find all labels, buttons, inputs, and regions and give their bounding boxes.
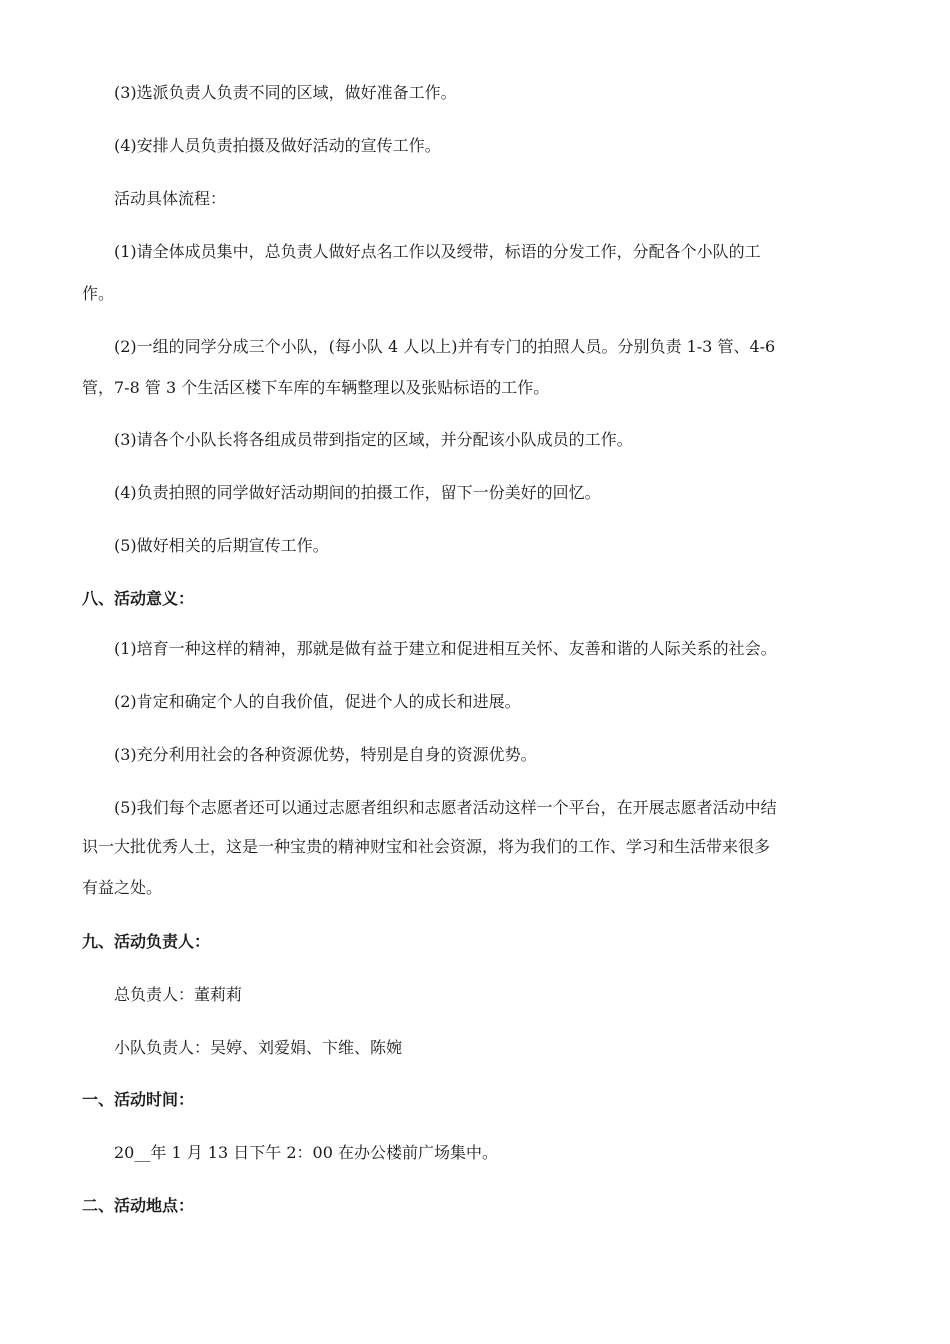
- paragraph-chief-leader: 总负责人：董莉莉: [114, 985, 243, 1004]
- section-heading-significance: 八、活动意义：: [82, 589, 195, 608]
- paragraph-process-2: (2)一组的同学分成三个小队，(每小队 4 人以上)并有专门的拍照人员。分别负责 1-3 管、4-6: [114, 337, 776, 356]
- paragraph-time: 20__年 1 月 13 日下午 2：00 在办公楼前广场集中。: [114, 1143, 498, 1162]
- subheading-process: 活动具体流程：: [114, 189, 227, 208]
- paragraph-prep-4: (4)安排人员负责拍摄及做好活动的宣传工作。: [114, 136, 441, 155]
- paragraph-prep-3: (3)选派负责人负责不同的区域，做好准备工作。: [114, 83, 457, 102]
- paragraph-process-1-cont: 作。: [82, 284, 115, 303]
- section-heading-leaders: 九、活动负责人：: [82, 932, 211, 951]
- paragraph-process-1: (1)请全体成员集中，总负责人做好点名工作以及绶带，标语的分发工作，分配各个小队的工: [114, 242, 761, 261]
- paragraph-process-4: (4)负责拍照的同学做好活动期间的拍摄工作，留下一份美好的回忆。: [114, 483, 601, 502]
- paragraph-team-leaders: 小队负责人：吴婷、刘爱娟、卞维、陈婉: [114, 1038, 403, 1057]
- paragraph-significance-5: (5)我们每个志愿者还可以通过志愿者组织和志愿者活动这样一个平台，在开展志愿者活动中结: [114, 798, 777, 817]
- paragraph-significance-3: (3)充分利用社会的各种资源优势，特别是自身的资源优势。: [114, 745, 537, 764]
- paragraph-significance-5-cont1: 识一大批优秀人士，这是一种宝贵的精神财宝和社会资源，将为我们的工作、学习和生活带来很多: [82, 837, 771, 856]
- paragraph-significance-5-cont2: 有益之处。: [82, 878, 163, 897]
- paragraph-process-3: (3)请各个小队长将各组成员带到指定的区域，并分配该小队成员的工作。: [114, 430, 633, 449]
- paragraph-process-5: (5)做好相关的后期宣传工作。: [114, 536, 329, 555]
- paragraph-significance-1: (1)培育一种这样的精神，那就是做有益于建立和促进相互关怀、友善和谐的人际关系的社会。: [114, 639, 777, 658]
- section-heading-time: 一、活动时间：: [82, 1090, 195, 1109]
- paragraph-process-2-cont: 管，7-8 管 3 个生活区楼下车库的车辆整理以及张贴标语的工作。: [82, 378, 550, 397]
- section-heading-location: 二、活动地点：: [82, 1196, 195, 1215]
- paragraph-significance-2: (2)肯定和确定个人的自我价值，促进个人的成长和进展。: [114, 692, 521, 711]
